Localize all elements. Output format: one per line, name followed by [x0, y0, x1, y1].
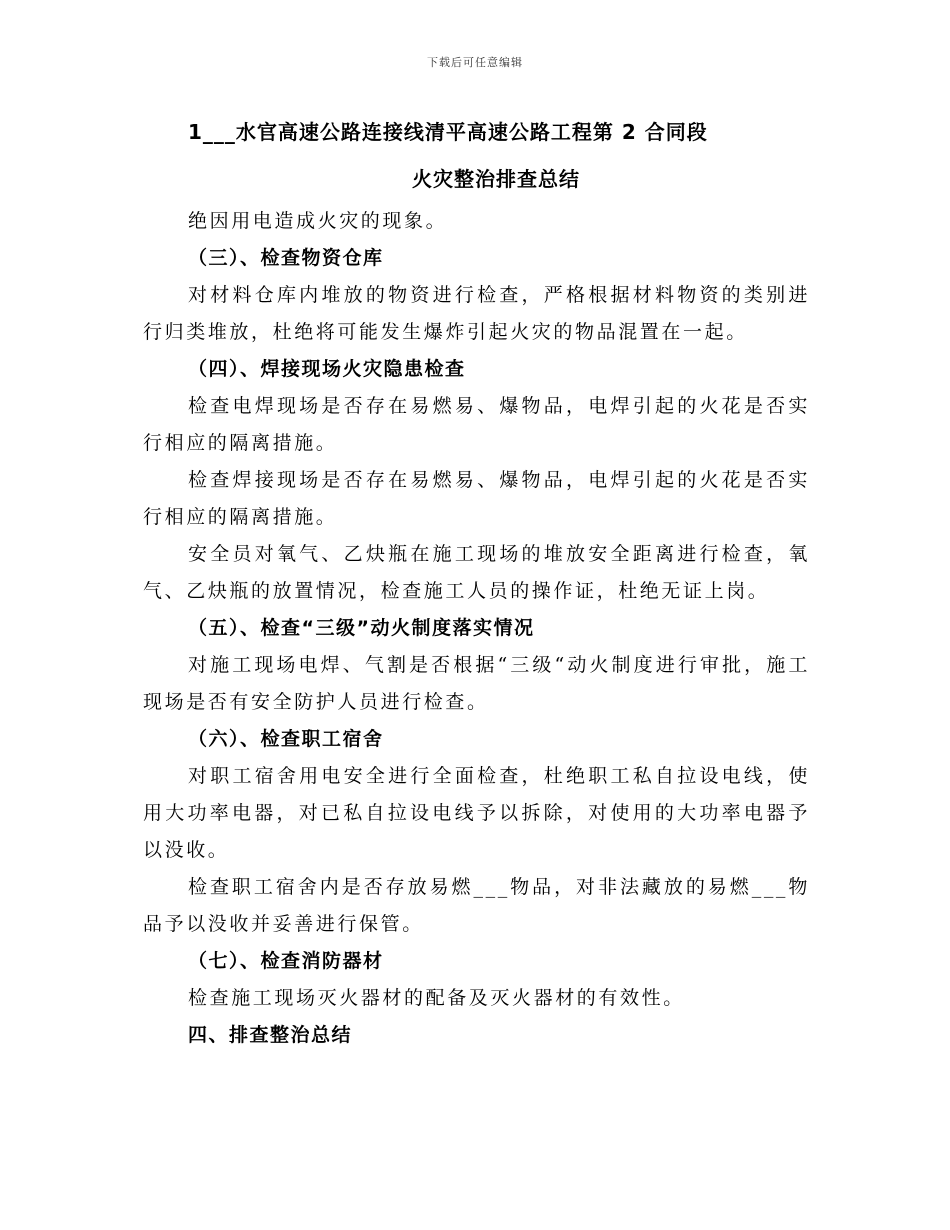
document-title: 1___水官高速公路连接线清平高速公路工程第 2 合同段	[188, 120, 708, 144]
document-subtitle: 火灾整治排查总结	[412, 167, 580, 191]
body-paragraph: 检查职工宿舍内是否存放易燃___物品，对非法藏放的易燃___物品予以没收并妥善进行保管。	[143, 876, 810, 935]
body-paragraph: 对职工宿舍用电安全进行全面检查，杜绝职工私自拉设电线，使用大功率电器，对已私自拉设电线予以拆除，对使用的大功率电器予以没收。	[143, 765, 810, 861]
body-paragraph: 检查电焊现场是否存在易燃易、爆物品，电焊引起的火花是否实行相应的隔离措施。	[143, 395, 810, 454]
section-heading: （七）、检查消防器材	[188, 950, 384, 972]
body-paragraph: 检查施工现场灭火器材的配备及灭火器材的有效性。	[188, 987, 685, 1009]
section-heading: （四）、焊接现场火灾隐患检查	[188, 358, 466, 380]
section-heading: （六）、检查职工宿舍	[188, 728, 384, 750]
section-heading: 四、排查整治总结	[188, 1024, 353, 1046]
body-paragraph: 绝因用电造成火灾的现象。	[188, 210, 448, 232]
document-body	[143, 203, 810, 1054]
body-paragraph: 对材料仓库内堆放的物资进行检查，严格根据材料物资的类别进行归类堆放，杜绝将可能发生爆炸引起火灾的物品混置在一起。	[143, 284, 810, 343]
body-paragraph: 对施工现场电焊、气割是否根据“三级“动火制度进行审批，施工现场是否有安全防护人员进行检查。	[143, 654, 810, 713]
header-note: 下载后可任意编辑	[427, 56, 523, 69]
section-heading: （三）、检查物资仓库	[188, 247, 384, 269]
body-paragraph: 检查焊接现场是否存在易燃易、爆物品，电焊引起的火花是否实行相应的隔离措施。	[143, 469, 810, 528]
body-paragraph: 安全员对氧气、乙炔瓶在施工现场的堆放安全距离进行检查，氧气、乙炔瓶的放置情况，检查施工人员的操作证，杜绝无证上岗。	[143, 543, 810, 602]
section-heading: （五）、检查“三级”动火制度落实情况	[188, 617, 535, 639]
